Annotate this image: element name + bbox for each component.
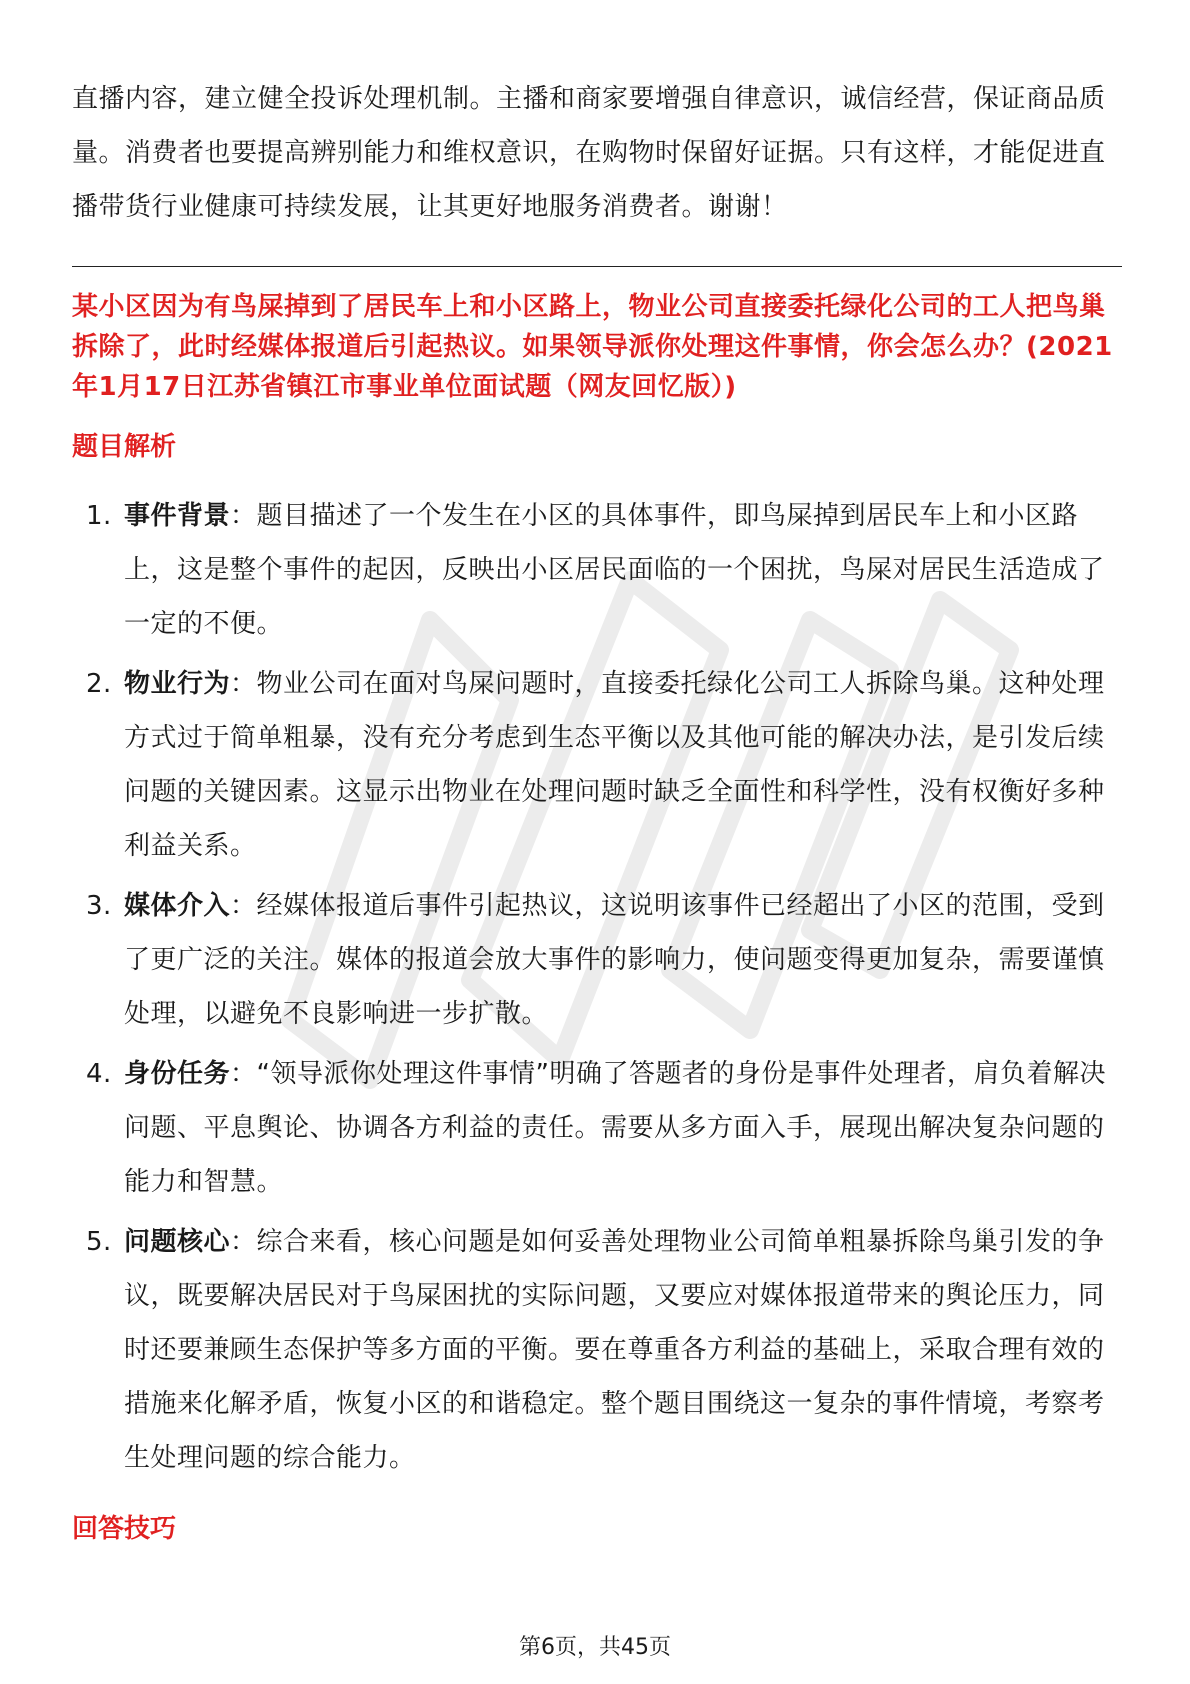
tips-title: 回答技巧 <box>72 1514 177 1544</box>
list-item-text: ：物业公司在面对鸟屎问题时，直接委托绿化公司工人拆除鸟巢。这种处理方式过于简单粗暴，没有充分考虑到生态平衡以及其他可能的解决办法，是引发后续问题的关键因素。这显示出物业在处理问题时缺乏全面性和科学性，没有权衡好多种利益关系。 <box>124 669 1105 861</box>
list-item-number: 2. <box>86 669 112 699</box>
list-item <box>72 1215 1122 1485</box>
list-item <box>72 657 1122 873</box>
list-item-number: 4. <box>86 1059 112 1089</box>
analysis-list <box>72 489 1122 1485</box>
list-item <box>72 489 1122 651</box>
analysis-title: 题目解析 <box>72 432 177 462</box>
list-item-number: 1. <box>86 501 112 531</box>
list-item <box>72 1047 1122 1209</box>
list-item-number: 5. <box>86 1227 112 1257</box>
list-item-term: 身份任务 <box>124 1059 231 1089</box>
list-item <box>72 879 1122 1041</box>
list-item-text: ：综合来看，核心问题是如何妥善处理物业公司简单粗暴拆除鸟巢引发的争议，既要解决居民对于鸟屎困扰的实际问题，又要应对媒体报道带来的舆论压力，同时还要兼顾生态保护等多方面的平衡。要在尊重各方利益的基础上，采取合理有效的措施来化解矛盾，恢复小区的和谐稳定。整个题目围绕这一复杂的事件情境，考察考生处理问题的综合能力。 <box>124 1227 1105 1473</box>
list-item-number: 3. <box>86 891 112 921</box>
page-number: 第6页，共45页 <box>519 1635 671 1660</box>
list-item-term: 媒体介入 <box>124 891 231 921</box>
list-item-term: 事件背景 <box>124 501 231 531</box>
intro-paragraph: 直播内容，建立健全投诉处理机制。主播和商家要增强自律意识，诚信经营，保证商品质量。消费者也要提高辨别能力和维权意识，在购物时保留好证据。只有这样，才能促进直播带货行业健康可持续发展，让其更好地服务消费者。谢谢！ <box>72 84 1106 222</box>
list-item-text: ：“领导派你处理这件事情”明确了答题者的身份是事件处理者，肩负着解决问题、平息舆论、协调各方利益的责任。需要从多方面入手，展现出解决复杂问题的能力和智慧。 <box>124 1059 1106 1197</box>
section-divider <box>72 266 1122 267</box>
page-content <box>72 72 1122 1549</box>
list-item-term: 问题核心 <box>124 1227 231 1257</box>
list-item-text: ：经媒体报道后事件引起热议，这说明该事件已经超出了小区的范围，受到了更广泛的关注。媒体的报道会放大事件的影响力，使问题变得更加复杂，需要谨慎处理，以避免不良影响进一步扩散。 <box>124 891 1105 1029</box>
list-item-term: 物业行为 <box>124 669 231 699</box>
list-item-text: ：题目描述了一个发生在小区的具体事件，即鸟屎掉到居民车上和小区路上，这是整个事件的起因，反映出小区居民面临的一个困扰，鸟屎对居民生活造成了一定的不便。 <box>124 501 1105 639</box>
interview-question: 某小区因为有鸟屎掉到了居民车上和小区路上，物业公司直接委托绿化公司的工人把鸟巢拆除了，此时经媒体报道后引起热议。如果领导派你处理这件事情，你会怎么办？(2021年1月17日江苏省镇江市事业单位面试题（网友回忆版）) <box>72 292 1113 402</box>
